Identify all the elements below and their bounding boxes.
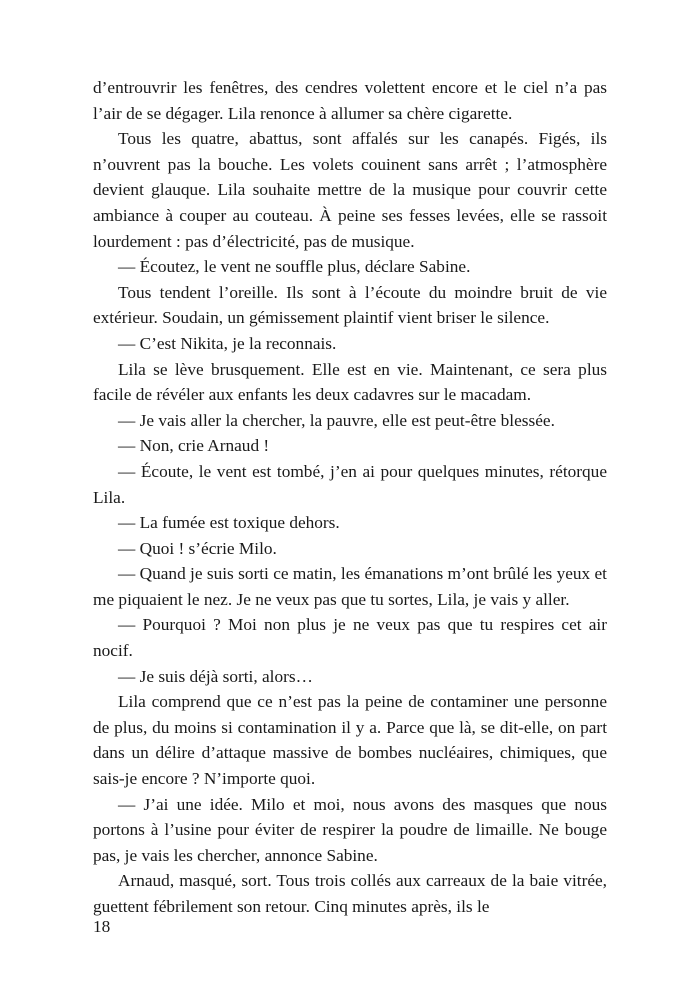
paragraph: Arnaud, masqué, sort. Tous trois collés aux carreaux de la baie vitrée, guettent fébrilement son retour. Cinq minutes après, ils le [93, 871, 607, 916]
dialogue-line: — C’est Nikita, je la reconnais. [118, 333, 337, 353]
paragraph: d’entrouvrir les fenêtres, des cendres volettent encore et le ciel n’a pas l’air de se dégager. Lila renonce à allumer sa chère cigarette. [93, 78, 607, 123]
dialogue-line: — La fumée est toxique dehors. [118, 513, 340, 533]
paragraph: Lila se lève brusquement. Elle est en vie. Maintenant, ce sera plus facile de révéler aux enfants les deux cadavres sur le macadam. [93, 359, 607, 405]
dialogue-line: — Écoutez, le vent ne souffle plus, déclare Sabine. [118, 257, 471, 277]
dialogue-line: — Écoute, le vent est tombé, j’en ai pour quelques minutes, rétorque Lila. [93, 461, 607, 507]
dialogue-line: — Je vais aller la chercher, la pauvre, elle est peut-être blessée. [118, 410, 555, 430]
dialogue-line: — Pourquoi ? Moi non plus je ne veux pas que tu respires cet air nocif. [93, 615, 607, 661]
page-number: 18 [93, 917, 111, 936]
paragraph: Lila comprend que ce n’est pas la peine de contaminer une personne de plus, du moins si contamination il y a. Parce que là, se dit-elle, on part dans un délire d’attaque massive de bombes nucléaires, chimiques, que sais-je encore ? N’importe quoi. [93, 692, 607, 789]
paragraph: Tous les quatre, abattus, sont affalés sur les canapés. Figés, ils n’ouvrent pas la bouche. Les volets couinent sans arrêt ; l’atmosphère devient glauque. Lila souhaite mettre de la musique pour couvrir cette ambiance à couper au couteau. À peine ses fesses levées, elle se rassoit lourdement : pas d’électricité, pas de musique. [93, 129, 607, 251]
dialogue-line: — J’ai une idée. Milo et moi, nous avons des masques que nous portons à l’usine pour éviter de respirer la poudre de limaille. Ne bouge pas, je vais les chercher, annonce Sabine. [93, 794, 607, 865]
paragraph: Tous tendent l’oreille. Ils sont à l’écoute du moindre bruit de vie extérieur. Soudain, un gémissement plaintif vient briser le silence. [93, 282, 607, 328]
dialogue-line: — Quoi ! s’écrie Milo. [118, 538, 277, 558]
dialogue-line: — Je suis déjà sorti, alors… [118, 666, 313, 686]
dialogue-line: — Non, crie Arnaud ! [118, 436, 270, 456]
body-text [93, 75, 607, 920]
dialogue-line: — Quand je suis sorti ce matin, les émanations m’ont brûlé les yeux et me piquaient le nez. Je ne veux pas que tu sortes, Lila, je vais y aller. [93, 564, 607, 609]
